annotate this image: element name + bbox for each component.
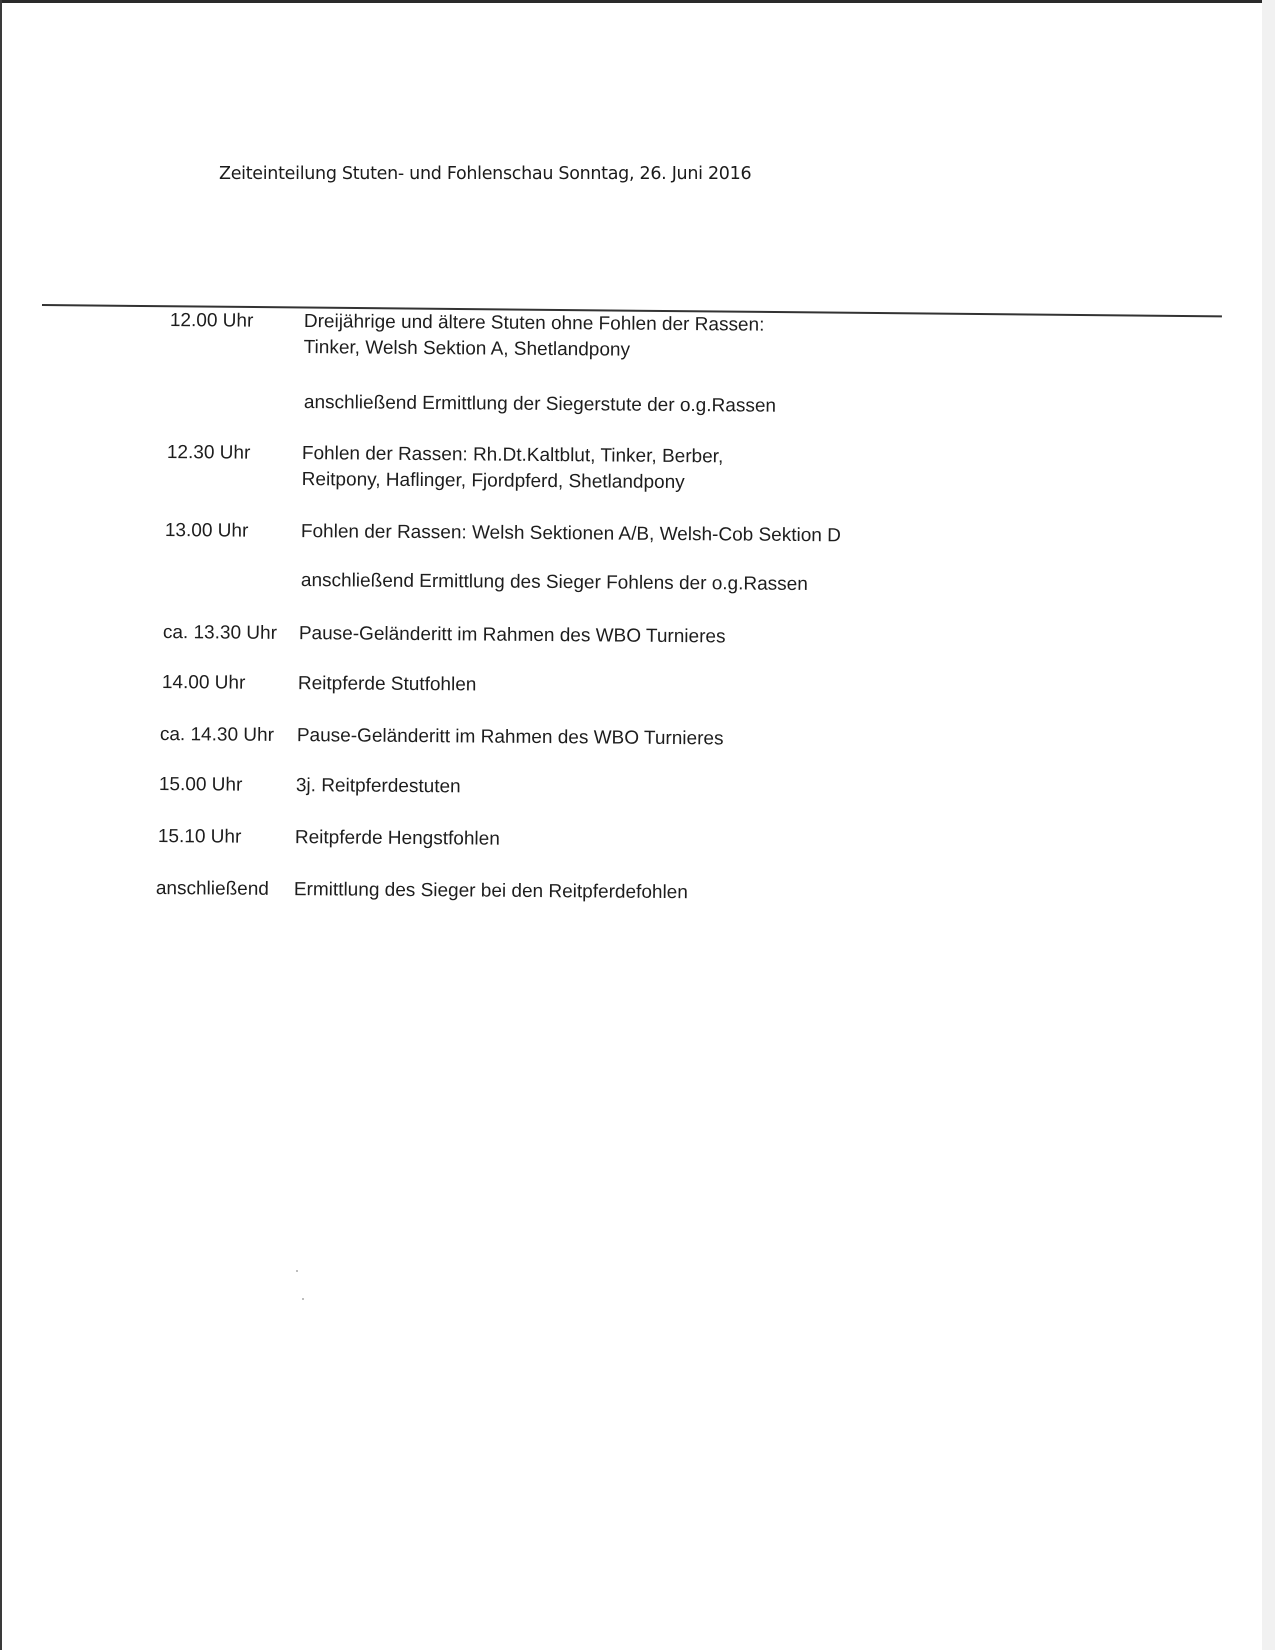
entry-time: 15.10 Uhr: [157, 825, 242, 848]
entry-text: [298, 671, 477, 698]
entry-text: [297, 723, 724, 752]
entry-time: 13.00 Uhr: [164, 519, 249, 542]
entry-line: Pause-Geländeritt im Rahmen des WBO Turnieres: [298, 623, 726, 648]
entry-line: Fohlen der Rassen: Welsh Sektionen A/B, Welsh-Cob Sektion D: [300, 521, 841, 547]
scan-speck: [302, 1298, 304, 1300]
entry-line: Pause-Geländeritt im Rahmen des WBO Turnieres: [296, 725, 724, 750]
page-title: Zeiteinteilung Stuten- und Fohlenschau Sonntag, 26. Juni 2016: [219, 164, 752, 184]
entry-note: anschließend Ermittlung des Sieger Fohlens der o.g.Rassen: [300, 570, 808, 595]
entry-text: [304, 309, 765, 365]
entry-text: [299, 621, 726, 650]
entry-line: Reitpferde Stutfohlen: [297, 673, 477, 696]
entry-text: [296, 773, 461, 800]
entry-line: Reitpony, Haflinger, Fjordpferd, Shetlandpony: [301, 469, 685, 494]
entry-time: 15.00 Uhr: [158, 773, 243, 796]
entry-time: ca. 14.30 Uhr: [159, 723, 275, 746]
entry-time: ca. 13.30 Uhr: [162, 621, 278, 644]
entry-text: [295, 825, 500, 853]
entry-line: Reitpferde Hengstfohlen: [294, 827, 500, 850]
entry-line: Dreijährige und ältere Stuten ohne Fohlen der Rassen:: [303, 311, 765, 336]
entry-time: 14.00 Uhr: [161, 671, 246, 694]
entry-time: 12.30 Uhr: [166, 441, 251, 464]
entry-time: anschließend: [155, 877, 270, 900]
entry-text: [302, 441, 724, 496]
entry-time: 12.00 Uhr: [169, 309, 254, 332]
entry-line: Ermittlung des Sieger bei den Reitpferdefohlen: [293, 879, 688, 904]
scan-speck: [296, 1270, 298, 1272]
entry-text: [294, 877, 688, 906]
entry-text: [301, 519, 841, 549]
entry-line: Fohlen der Rassen: Rh.Dt.Kaltblut, Tinker, Berber,: [301, 443, 724, 468]
entry-line: 3j. Reitpferdestuten: [295, 775, 461, 798]
entry-note: anschließend Ermittlung der Siegerstute der o.g.Rassen: [303, 392, 777, 417]
entry-line: Tinker, Welsh Sektion A, Shetlandpony: [303, 337, 631, 361]
